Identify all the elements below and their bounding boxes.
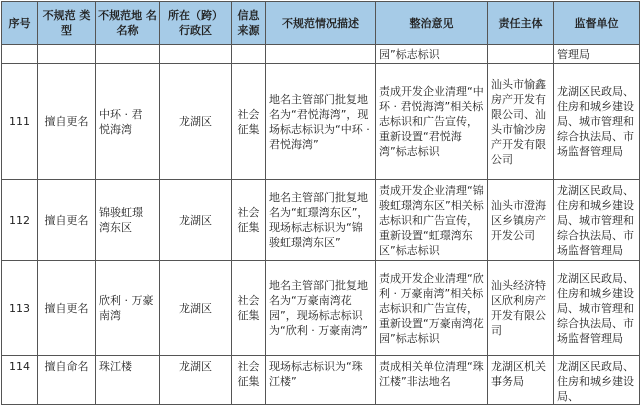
cell-supervisor: 管理局: [554, 45, 640, 64]
cell-district: 龙湖区: [160, 261, 232, 356]
cell-description: 地名主管部门批复地名为“万豪南湾花园”，现场标志标识为“欣利 · 万豪南湾”: [266, 261, 376, 356]
cell-type: 擅自更名: [38, 64, 96, 180]
cell-description: 现场标志标识为“珠江楼”: [266, 356, 376, 405]
cell-description: [266, 45, 376, 64]
cell-index: 114: [2, 356, 38, 405]
cell-opinion: 园”标志标识: [376, 45, 488, 64]
cell-index: 111: [2, 64, 38, 180]
table-row: [2, 180, 640, 261]
cell-index: 113: [2, 261, 38, 356]
cell-name: 锦骏虹璟 湾东区: [96, 180, 160, 261]
cell-responsible: 汕头市愉鑫房产开发有限公司、汕头市愉沙房产开发有限公司: [488, 64, 554, 180]
cell-name: 珠江楼: [96, 356, 160, 405]
header-cell-description: 不规范情况描述: [266, 2, 376, 45]
cell-opinion: 责成相关单位清理“珠江楼”非法地名: [376, 356, 488, 405]
header-cell-index: 序号: [2, 2, 38, 45]
cell-opinion: 责成开发企业清理“欣利 · 万豪南湾”相关标志标识和广告宣传，重新设置“万豪南湾花园”标志标识: [376, 261, 488, 356]
table-row: [2, 45, 640, 64]
cell-supervisor: 龙湖区民政局、住房和城乡建设局、: [554, 356, 640, 405]
cell-opinion: 责成开发企业清理“中环 · 君悦海湾”相关标志标识和广告宣传，重新设置“君悦海湾”标志标识: [376, 64, 488, 180]
cell-responsible: 汕头市澄海区乡镇房产开发公司: [488, 180, 554, 261]
cell-supervisor: 龙湖区民政局、住房和城乡建设局、城市管理和综合执法局、市场监督管理局: [554, 261, 640, 356]
cell-index: 112: [2, 180, 38, 261]
cell-name: 中环 · 君 悦海湾: [96, 64, 160, 180]
cell-name: [96, 45, 160, 64]
table-row: [2, 356, 640, 405]
header-cell-supervisor: 监督单位: [554, 2, 640, 45]
cell-type: [38, 45, 96, 64]
cell-responsible: [488, 45, 554, 64]
header-cell-responsible: 责任主体: [488, 2, 554, 45]
table-header-row: [2, 2, 640, 45]
cell-district: 龙湖区: [160, 64, 232, 180]
header-cell-opinion: 整治意见: [376, 2, 488, 45]
cell-description: 地名主管部门批复地名为“虹璟湾东区”，现场标志标识为“锦骏虹璟湾东区”: [266, 180, 376, 261]
table-row: [2, 64, 640, 180]
cell-opinion: 责成开发企业清理“锦骏虹璟湾东区”相关标志标识和广告宣传，重新设置“虹璟湾东区”标志标识: [376, 180, 488, 261]
table-row: [2, 261, 640, 356]
cell-responsible: 汕头经济特区欣利房产开发有限公司: [488, 261, 554, 356]
cell-type: 擅自命名: [38, 356, 96, 405]
header-cell-name: 不规范地 名名称: [96, 2, 160, 45]
header-cell-source: 信息 来源: [232, 2, 266, 45]
cell-responsible: 龙湖区机关事务局: [488, 356, 554, 405]
cell-source: 社会 征集: [232, 64, 266, 180]
cell-index: [2, 45, 38, 64]
cell-source: 社会 征集: [232, 356, 266, 405]
rectification-table: [1, 1, 640, 405]
cell-supervisor: 龙湖区民政局、住房和城乡建设局、城市管理和综合执法局、市场监督管理局: [554, 180, 640, 261]
cell-district: 龙湖区: [160, 356, 232, 405]
cell-name: 欣利 · 万豪 南湾: [96, 261, 160, 356]
cell-description: 地名主管部门批复地名为“君悦海湾”，现场标志标识为“中环 · 君悦海湾”: [266, 64, 376, 180]
header-cell-type: 不规范 类型: [38, 2, 96, 45]
cell-source: 社会 征集: [232, 180, 266, 261]
cell-district: [160, 45, 232, 64]
cell-source: 社会 征集: [232, 261, 266, 356]
cell-type: 擅自更名: [38, 261, 96, 356]
header-cell-district: 所在（跨） 行政区: [160, 2, 232, 45]
cell-supervisor: 龙湖区民政局、住房和城乡建设局、城市管理和综合执法局、市场监督管理局: [554, 64, 640, 180]
cell-district: 龙湖区: [160, 180, 232, 261]
cell-type: 擅自更名: [38, 180, 96, 261]
cell-source: [232, 45, 266, 64]
